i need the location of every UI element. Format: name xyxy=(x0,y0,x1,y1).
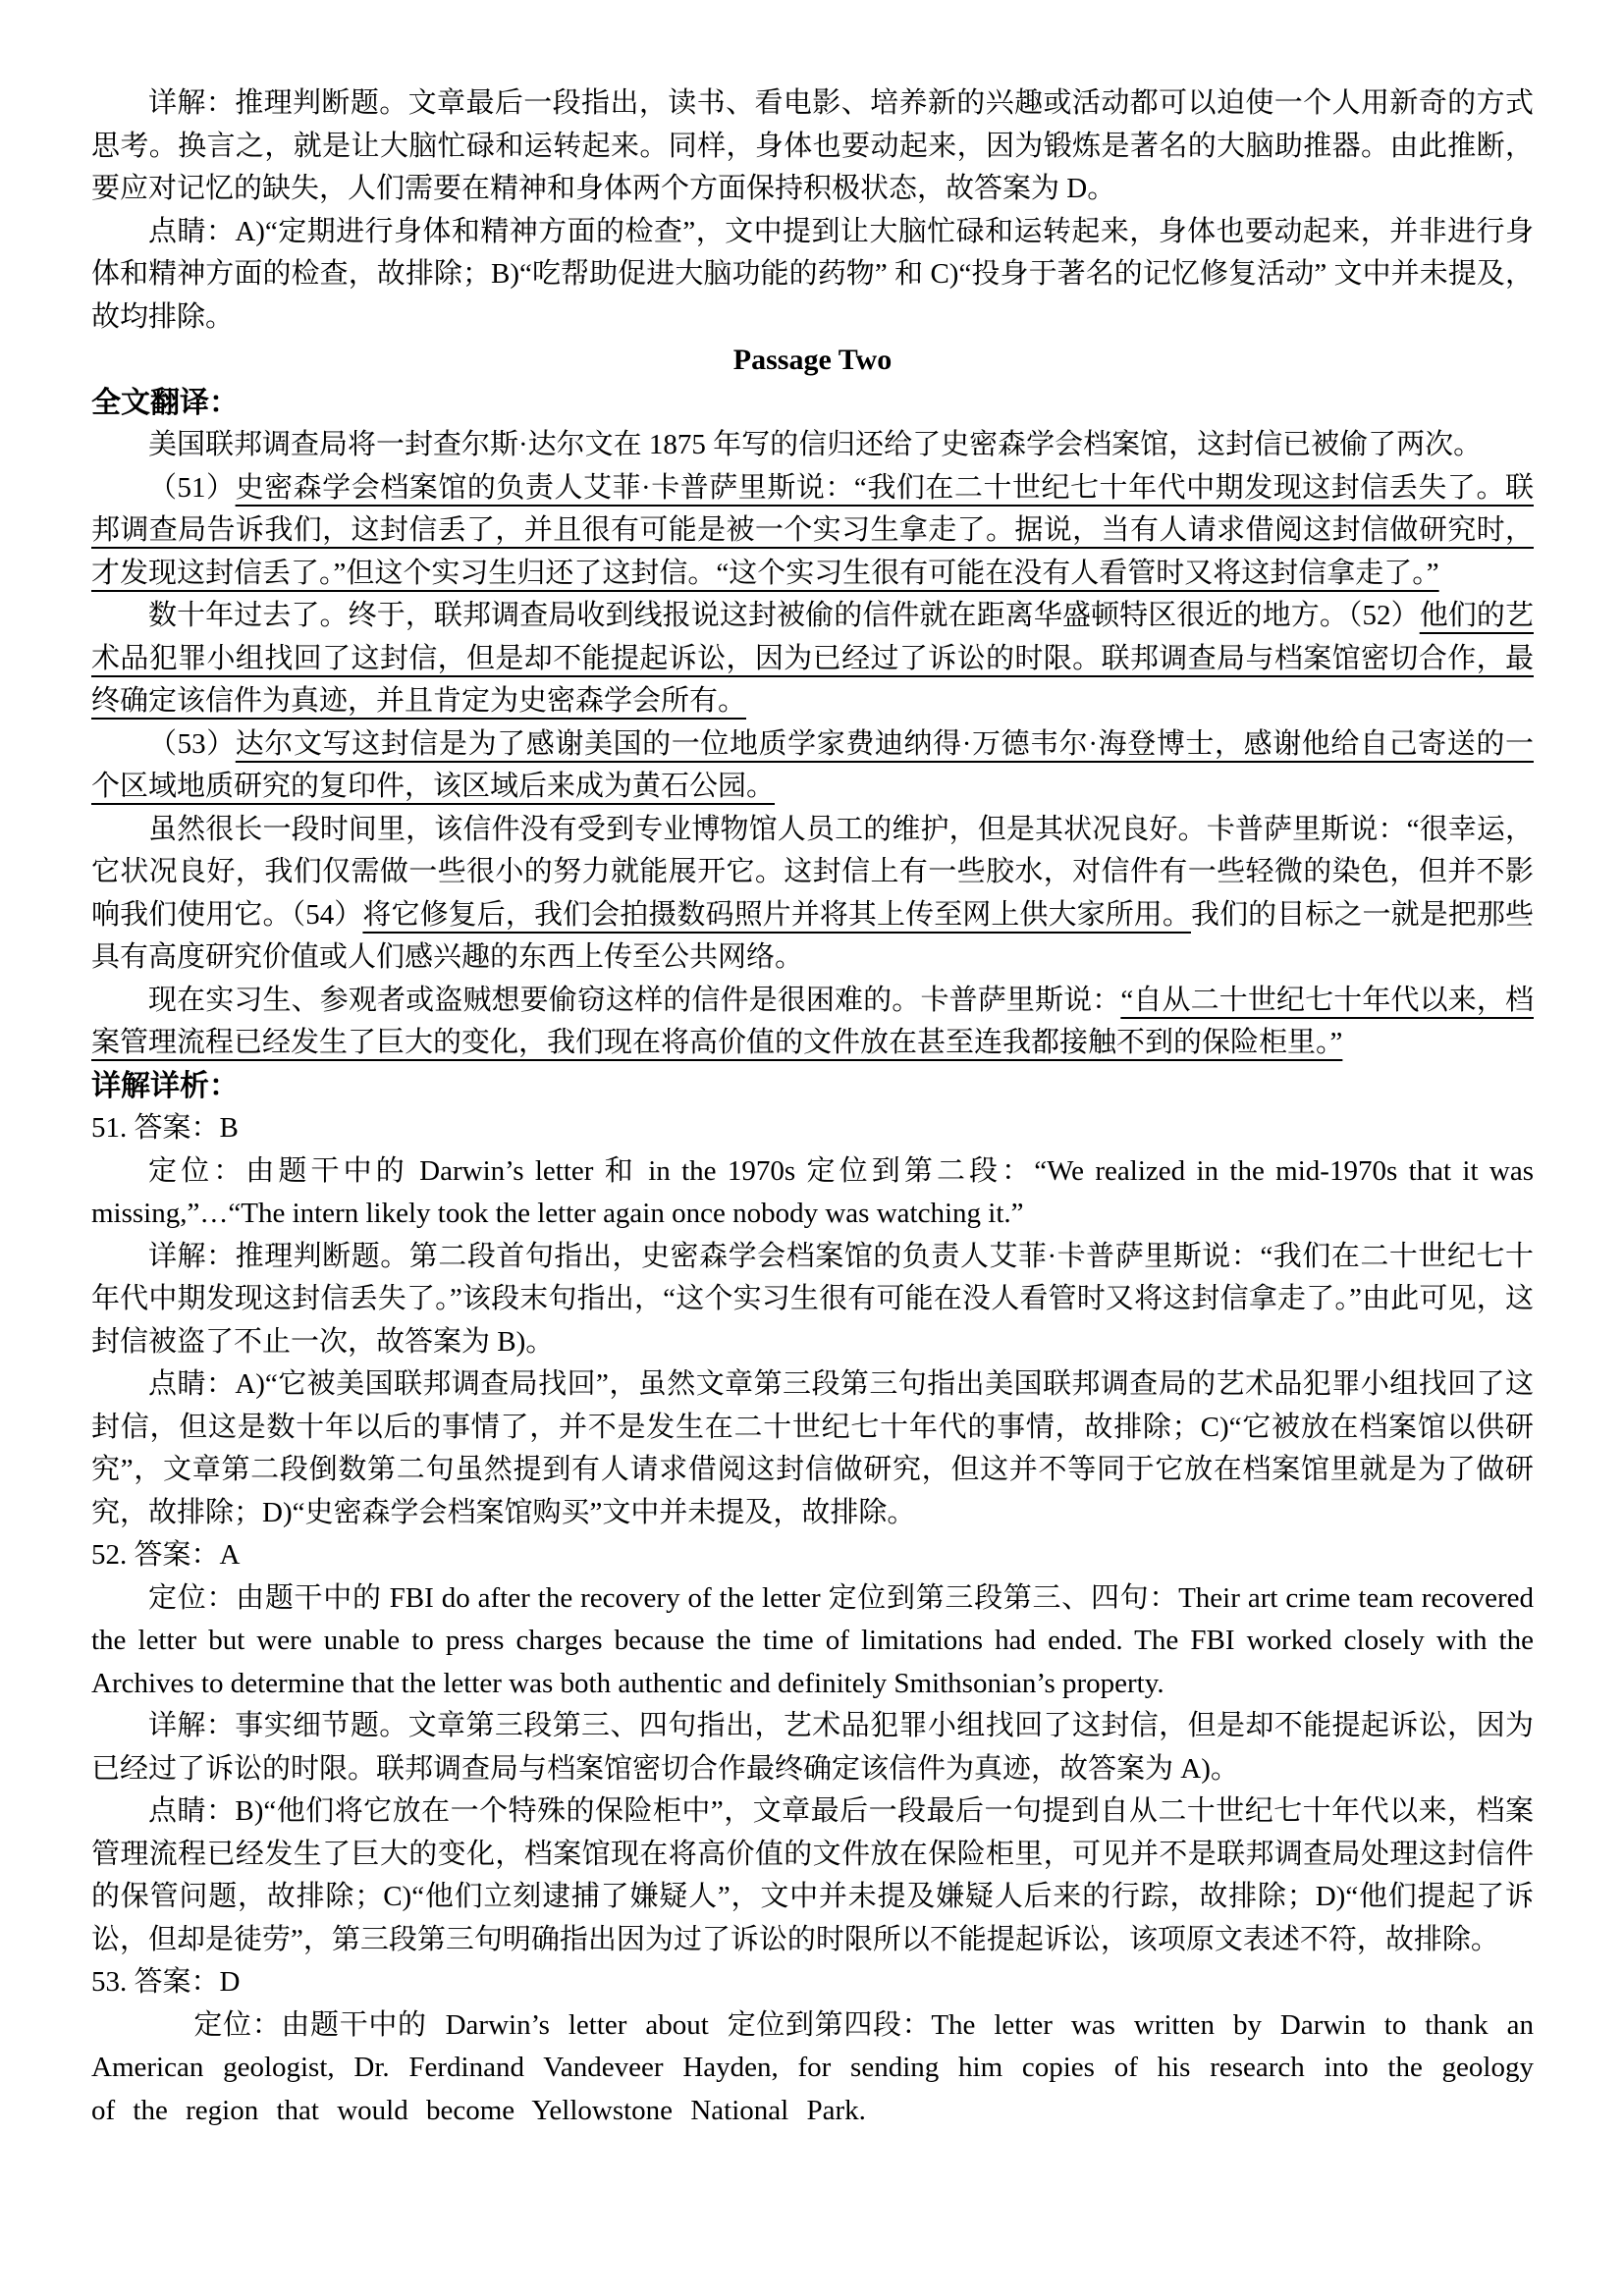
answer-line-53 xyxy=(91,1961,1534,2004)
answer-line-51 xyxy=(91,1107,1534,1150)
paragraph-q53-locate xyxy=(91,2004,1534,2133)
text-run: 定位：由题干中的 Darwin’s letter 和 in the 1970s 定位到第二段：“We realized in the mid-1970s that it was missing,”…“The intern likely took the letter again once nobody was watching it.” xyxy=(91,1154,1534,1229)
translation-paragraph-5 xyxy=(91,809,1534,980)
paragraph-q51-locate xyxy=(91,1150,1534,1236)
text-run: 点睛：A)“它被美国联邦调查局找回”，虽然文章第三段第三句指出美国联邦调查局的艺术品犯罪小组找回了这封信，但这是数十年以后的事情了，并不是发生在二十世纪七十年代的事情，故排除；C)“它被放在档案馆以供研究”，文章第二段倒数第二句虽然提到有人请求借阅这封信做研究，但这并不等同于它放在档案馆里就是为了做研究，故排除；D)“史密森学会档案馆购买”文中并未提及，故排除。 xyxy=(91,1368,1534,1528)
underlined-text: “自从二十世纪七十年代以来，档案管理流程已经发生了巨大的变化，我们现在将高价值的文件放在甚至连我都接触不到的保险柜里。” xyxy=(91,984,1534,1058)
text-run: 现在实习生、参观者或盗贼想要偷窃这样的信件是很困难的。卡普萨里斯说： xyxy=(148,984,1121,1016)
text-run: Passage Two xyxy=(732,344,893,376)
text-run: 51. 答案：B xyxy=(91,1112,239,1144)
paragraph-q50-explain xyxy=(91,82,1534,211)
text-run: 数十年过去了。终于，联邦调查局收到线报说这封被偷的信件就在距离华盛顿特区很近的地方。（52） xyxy=(148,600,1420,631)
paragraph-q52-locate xyxy=(91,1577,1534,1706)
document-content xyxy=(91,82,1534,2132)
text-run: 定位：由题干中的 FBI do after the recovery of the letter 定位到第三段第三、四句：Their art crime team recovered the letter but were unable to press charges because the time of limitations had ended. The FBI worked closely with the Archives to determine that the letter was both authentic and definitely Smithsonian’s property. xyxy=(91,1581,1534,1699)
underlined-text: 史密森学会档案馆的负责人艾菲·卡普萨里斯说：“我们在二十世纪七十年代中期发现这封信丢失了。联邦调查局告诉我们，这封信丢了，并且很有可能是被一个实习生拿走了。据说，当有人请求借阅这封信做研究时，才发现这封信丢了。”但这个实习生归还了这封信。“这个实习生很有可能在没有人看管时又将这封信拿走了。” xyxy=(91,471,1534,589)
paragraph-q51-tips xyxy=(91,1363,1534,1534)
text-run: 52. 答案：A xyxy=(91,1539,241,1571)
paragraph-q51-explain xyxy=(91,1236,1534,1364)
translation-paragraph-1 xyxy=(91,424,1534,467)
underlined-text: 达尔文写这封信是为了感谢美国的一位地质学家费迪纳得·万德韦尔·海登博士，感谢他给自己寄送的一个区域地质研究的复印件，该区域后来成为黄石公园。 xyxy=(91,727,1534,802)
paragraph-q52-tips xyxy=(91,1790,1534,1961)
translation-paragraph-6 xyxy=(91,980,1534,1065)
text-run: 53. 答案：D xyxy=(91,1966,241,1998)
text-run: 全文翻译： xyxy=(91,386,239,419)
analysis-heading xyxy=(91,1065,1534,1108)
passage-heading xyxy=(91,339,1534,382)
underlined-text: 他们的艺术品犯罪小组找回了这封信，但是却不能提起诉讼，因为已经过了诉讼的时限。联邦调查局与档案馆密切合作，最终确定该信件为真迹，并且肯定为史密森学会所有。 xyxy=(91,600,1534,717)
text-run: 点睛：A)“定期进行身体和精神方面的检查”，文中提到让大脑忙碌和运转起来，身体也要动起来，并非进行身体和精神方面的检查，故排除；B)“吃帮助促进大脑功能的药物” 和 C)“投身于著名的记忆修复活动” 文中并未提及，故均排除。 xyxy=(91,215,1534,333)
text-run: （53） xyxy=(148,727,236,760)
text-run: 详解：推理判断题。第二段首句指出，史密森学会档案馆的负责人艾菲·卡普萨里斯说：“我们在二十世纪七十年代中期发现这封信丢失了。”该段末句指出，“这个实习生很有可能在没人看管时又将这封信拿走了。”由此可见，这封信被盗了不止一次，故答案为 B)。 xyxy=(91,1240,1534,1358)
text-run: 我们的目标之一就是把那些具有高度研究价值或人们感兴趣的东西上传至公共网络。 xyxy=(91,898,1534,973)
underlined-text: 将它修复后，我们会拍摄数码照片并将其上传至网上供大家所用。 xyxy=(362,898,1191,931)
text-run: 详解：事实细节题。文章第三段第三、四句指出，艺术品犯罪小组找回了这封信，但是却不能提起诉讼，因为已经过了诉讼的时限。联邦调查局与档案馆密切合作最终确定该信件为真迹，故答案为 A)。 xyxy=(91,1710,1534,1785)
text-run: 详解详析： xyxy=(91,1069,239,1102)
text-run: 定位：由题干中的 Darwin’s letter about 定位到第四段：The letter was written by Darwin to thank an American geologist, Dr. Ferdinand Vandeveer Hayden, for sending him copies of his research into the geology of the region that would become Yellowstone National Park. xyxy=(91,2008,1534,2126)
translation-heading xyxy=(91,382,1534,425)
translation-paragraph-4 xyxy=(91,723,1534,809)
paragraph-q52-explain xyxy=(91,1705,1534,1790)
text-run: 点睛：B)“他们将它放在一个特殊的保险柜中”，文章最后一段最后一句提到自从二十世纪七十年代以来，档案管理流程已经发生了巨大的变化，档案馆现在将高价值的文件放在保险柜里，可见并不是联邦调查局处理这封信件的保管问题，故排除；C)“他们立刻逮捕了嫌疑人”，文中并未提及嫌疑人后来的行踪，故排除；D)“他们提起了诉讼，但却是徒劳”，第三段第三句明确指出因为过了诉讼的时限所以不能提起诉讼，该项原文表述不符，故排除。 xyxy=(91,1795,1534,1955)
translation-paragraph-3 xyxy=(91,595,1534,723)
text-run: 美国联邦调查局将一封查尔斯·达尔文在 1875 年写的信归还给了史密森学会档案馆，这封信已被偷了两次。 xyxy=(148,429,1483,460)
text-run: （51） xyxy=(148,471,236,504)
answer-line-52 xyxy=(91,1534,1534,1577)
text-run: 虽然很长一段时间里，该信件没有受到专业博物馆人员工的维护，但是其状况良好。卡普萨里斯说：“很幸运，它状况良好，我们仅需做一些很小的努力就能展开它。这封信上有一些胶水，对信件有一些轻微的染色，但并不影响我们使用它。（54） xyxy=(91,813,1534,931)
text-run: 详解：推理判断题。文章最后一段指出，读书、看电影、培养新的兴趣或活动都可以迫使一个人用新奇的方式思考。换言之，就是让大脑忙碌和运转起来。同样，身体也要动起来，因为锻炼是著名的大脑助推器。由此推断，要应对记忆的缺失，人们需要在精神和身体两个方面保持积极状态，故答案为 D。 xyxy=(91,87,1534,204)
paragraph-q50-tips xyxy=(91,211,1534,340)
translation-paragraph-2 xyxy=(91,467,1534,596)
